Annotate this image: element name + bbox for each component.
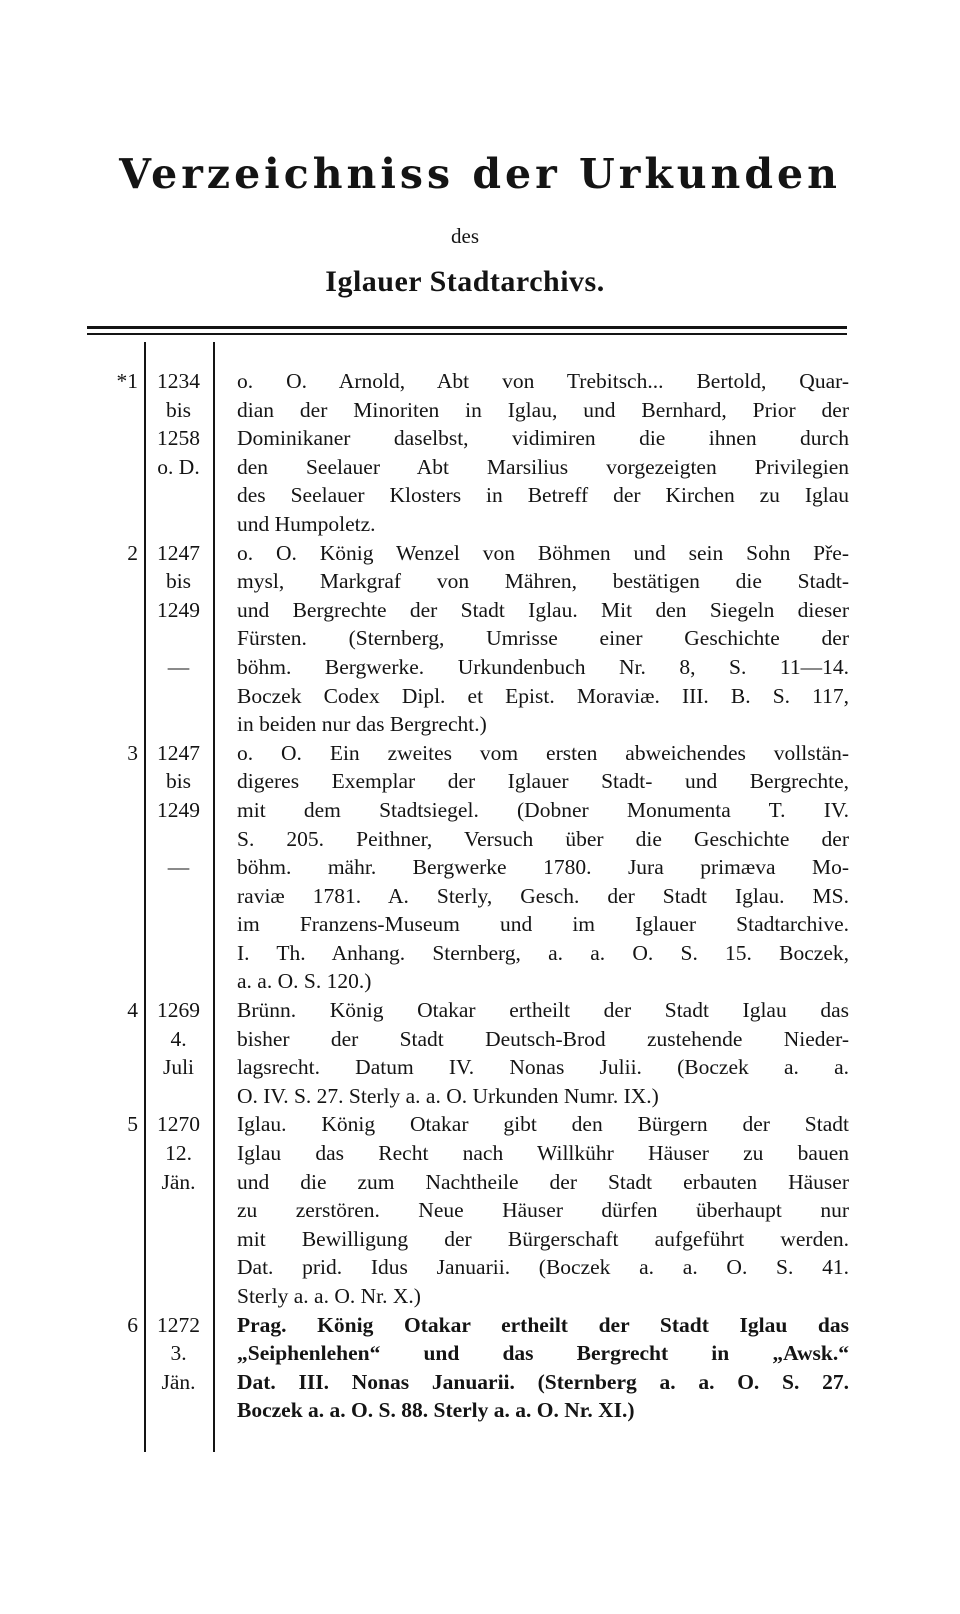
- text-line: im Franzens-Museum und im Iglauer Stadtarchive.: [237, 912, 849, 937]
- entry-date: [146, 1110, 211, 1196]
- text-line: a. a. O. S. 120.): [237, 969, 372, 994]
- date-line: 1249: [157, 597, 200, 622]
- entry-text: [237, 996, 849, 1110]
- text-line: und die zum Nachtheile der Stadt erbauten Häuser: [237, 1169, 849, 1194]
- text-line: O. IV. S. 27. Sterly a. a. O. Urkunden Numr. IX.): [237, 1083, 659, 1108]
- title-connector: des: [451, 224, 479, 248]
- text-line: Iglau. König Otakar gibt den Bürgern der Stadt: [237, 1112, 849, 1137]
- entry-2: [0, 539, 960, 739]
- entry-number: 3: [127, 740, 138, 765]
- text-line: lagsrecht. Datum IV. Nonas Julii. (Boczek a. a.: [237, 1055, 849, 1080]
- text-line: und Bergrechte der Stadt Iglau. Mit den Siegeln dieser: [237, 597, 849, 622]
- text-line: Sterly a. a. O. Nr. X.): [237, 1284, 421, 1308]
- date-line: o. D.: [157, 454, 200, 479]
- page-title: Verzeichniss der Urkunden: [119, 150, 841, 198]
- entry-date: [146, 539, 211, 625]
- date-line: 1270: [157, 1112, 200, 1137]
- text-line: Iglau das Recht nach Willkühr Häuser zu bauen: [237, 1141, 849, 1166]
- text-line: o. O. König Wenzel von Böhmen und sein Sohn Pře-: [237, 540, 849, 565]
- text-line: raviæ 1781. A. Sterly, Gesch. der Stadt Iglau. MS.: [237, 883, 849, 908]
- entry-text: [237, 739, 849, 996]
- text-line: o. O. Ein zweites vom ersten abweichendes vollstän-: [237, 740, 849, 765]
- text-line: den Seelauer Abt Marsilius vorgezeigten Privilegien: [237, 454, 849, 479]
- entry-date: [146, 367, 211, 481]
- text-line: Boczek a. a. O. S. 88. Sterly a. a. O. Nr. XI.): [237, 1398, 635, 1423]
- date-line: 1272: [157, 1312, 200, 1337]
- entry-number: 4: [127, 998, 138, 1023]
- entry-number: 5: [127, 1112, 138, 1137]
- text-line: S. 205. Peithner, Versuch über die Geschichte der: [237, 826, 849, 851]
- entry-number: 2: [127, 540, 138, 565]
- date-line: bis: [165, 397, 192, 422]
- text-line: zu zerstören. Neue Häuser dürfen überhaupt nur: [237, 1198, 849, 1223]
- date-line: Jän.: [161, 1169, 196, 1194]
- entry-number: 6: [127, 1312, 138, 1337]
- entry-6: [0, 1311, 960, 1425]
- entry-date: [146, 739, 211, 825]
- text-line: und Humpoletz.: [237, 511, 376, 536]
- date-dash: —: [167, 654, 190, 679]
- text-line: böhm. Bergwerke. Urkundenbuch Nr. 8, S. 11—14.: [237, 654, 849, 679]
- text-line: Dat. prid. Idus Januarii. (Boczek a. a. O. S. 41.: [237, 1255, 849, 1280]
- date-line: bis: [165, 569, 192, 594]
- document-entries: [0, 367, 960, 1425]
- text-line: „Seiphenlehen“ und das Bergrecht in „Awsk.“: [237, 1341, 849, 1366]
- page-subtitle: Iglauer Stadtarchivs.: [325, 265, 605, 298]
- entry-text: [237, 539, 849, 739]
- date-line: Jän.: [161, 1369, 196, 1394]
- entry-date: [146, 1311, 211, 1397]
- entry-number: *1: [116, 369, 138, 393]
- date-line: Juli: [162, 1055, 195, 1080]
- date-line: 12.: [165, 1141, 192, 1166]
- text-line: böhm. mähr. Bergwerke 1780. Jura primæva Mo-: [237, 855, 849, 880]
- entry-text: [237, 367, 849, 539]
- date-line: 1269: [157, 998, 200, 1023]
- text-line: in beiden nur das Bergrecht.): [237, 712, 487, 737]
- text-line: bisher der Stadt Deutsch-Brod zustehende Nieder-: [237, 1026, 849, 1051]
- date-line: 1234: [157, 369, 200, 393]
- date-dash: —: [167, 855, 190, 880]
- entry-3: [0, 739, 960, 996]
- text-line: mit dem Stadtsiegel. (Dobner Monumenta T. IV.: [237, 797, 849, 822]
- text-line: mysl, Markgraf von Mähren, bestätigen die Stadt-: [237, 569, 849, 594]
- entry-1: [0, 367, 960, 539]
- entry-date: [146, 996, 211, 1082]
- header-rule-thin: [87, 333, 847, 335]
- text-line: Fürsten. (Sternberg, Umrisse einer Geschichte der: [237, 626, 849, 651]
- text-line: Dat. III. Nonas Januarii. (Sternberg a. a. O. S. 27.: [237, 1369, 849, 1394]
- text-line: o. O. Arnold, Abt von Trebitsch... Bertold, Quar-: [237, 369, 849, 393]
- text-line: des Seelauer Klosters in Betreff der Kirchen zu Iglau: [237, 483, 849, 508]
- text-line: Prag. König Otakar ertheilt der Stadt Iglau das: [237, 1312, 849, 1337]
- date-line: 1258: [157, 426, 200, 451]
- text-line: Dominikaner daselbst, vidimiren die ihnen durch: [237, 426, 849, 451]
- date-line: bis: [165, 769, 192, 794]
- text-line: dian der Minoriten in Iglau, und Bernhard, Prior der: [237, 397, 849, 422]
- entry-5: [0, 1110, 960, 1310]
- text-line: Brünn. König Otakar ertheilt der Stadt Iglau das: [237, 998, 849, 1023]
- entry-4: [0, 996, 960, 1110]
- header-rule-thick: [87, 326, 847, 329]
- date-line: 1247: [157, 540, 200, 565]
- date-line: 1249: [157, 797, 200, 822]
- date-line: 4.: [170, 1026, 187, 1051]
- text-line: I. Th. Anhang. Sternberg, a. a. O. S. 15. Boczek,: [237, 940, 849, 965]
- text-line: Boczek Codex Dipl. et Epist. Moraviæ. III. B. S. 117,: [237, 683, 849, 708]
- text-line: mit Bewilligung der Bürgerschaft aufgeführt werden.: [237, 1226, 849, 1251]
- entry-text: [237, 1110, 849, 1310]
- text-line: digeres Exemplar der Iglauer Stadt- und Bergrechte,: [237, 769, 849, 794]
- entry-text: [237, 1311, 849, 1425]
- date-line: 1247: [157, 740, 200, 765]
- date-line: 3.: [170, 1341, 187, 1366]
